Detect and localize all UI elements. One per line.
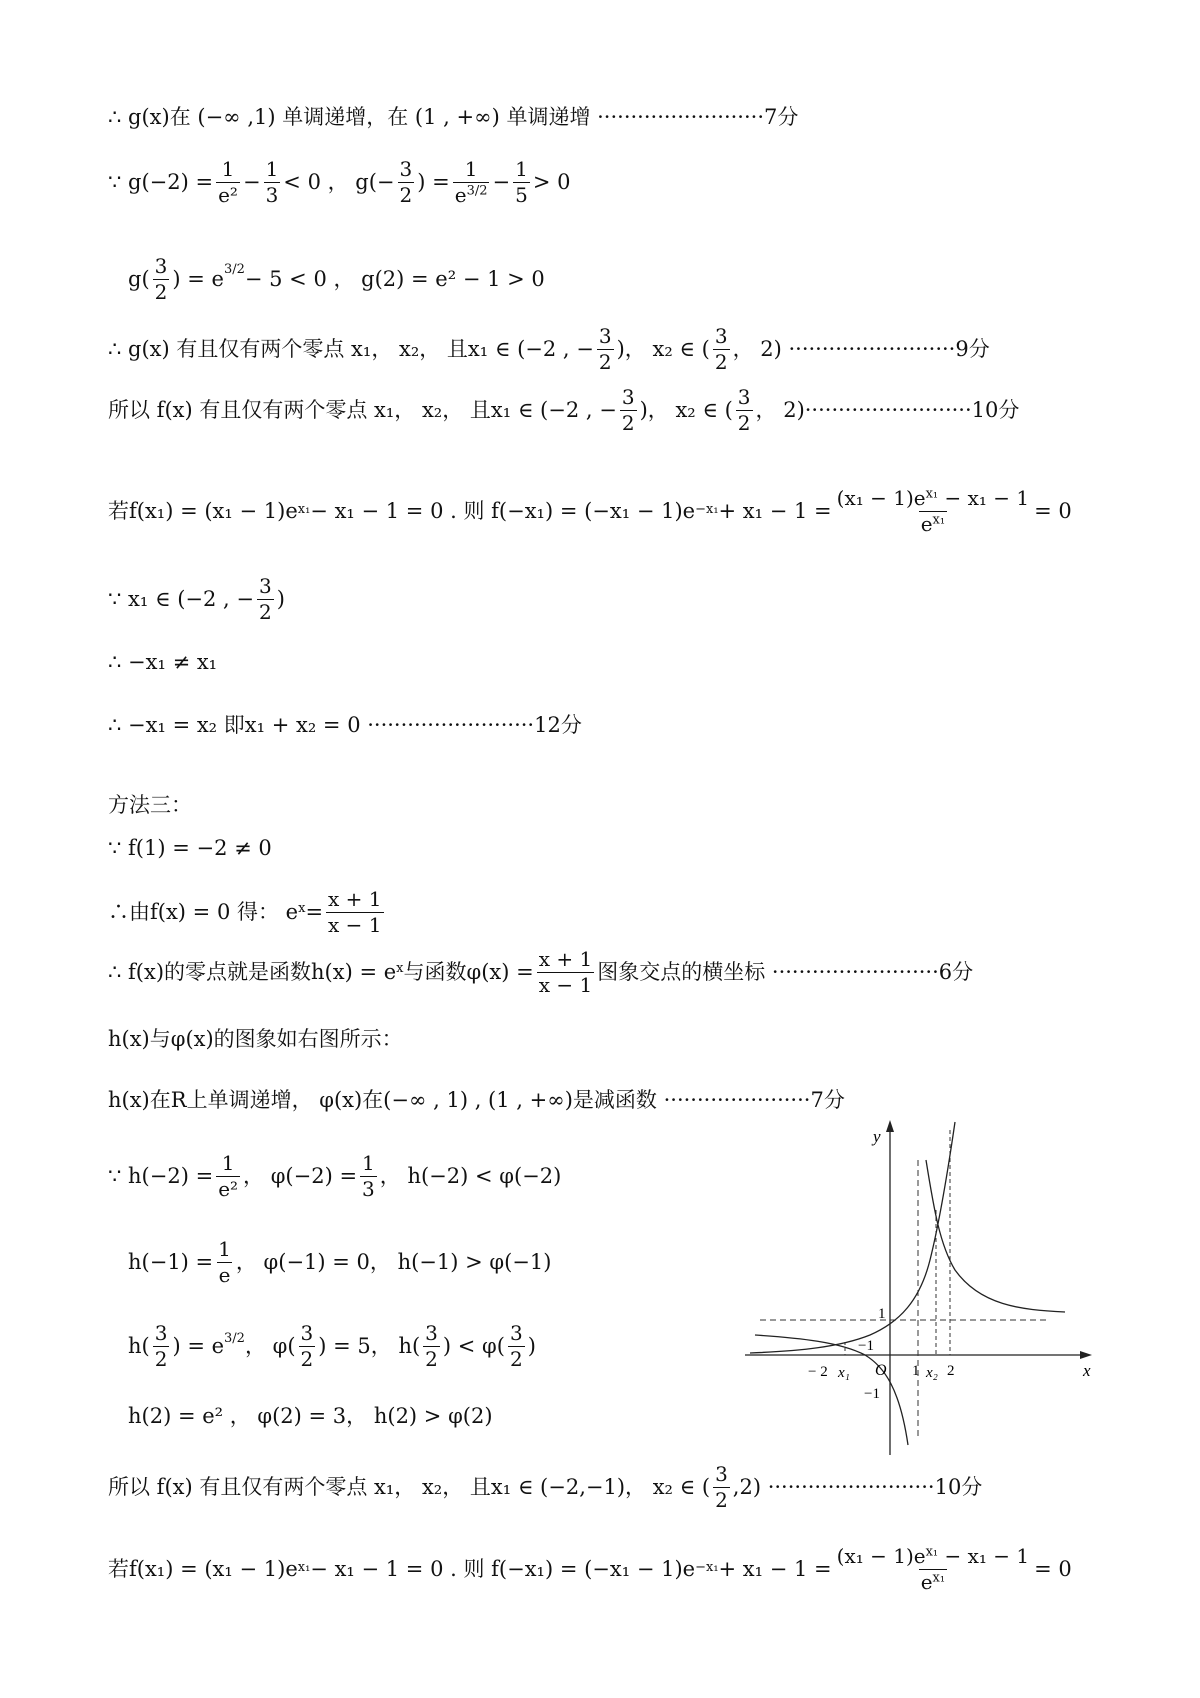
line-20: 所以 f(x) 有且仅有两个零点 x₁， x₂， 且x₁ ∈ (−2,−1)， x₂ ∈ ( 3 2 ,2) ·························10分 (108, 1462, 983, 1512)
line-2: ∵ g(−2) = $\frac{1}{\text{e²}}$ − $\frac{1}{3}$ < 0 ， g(− $\frac{3}{2}$ ) = $\frac{1}{e^{3/2}}$ − $\frac{1}{5}$ > 0 (108, 157, 571, 207)
fraction: 3 2 (300, 1321, 314, 1371)
fraction: 3 2 (715, 1462, 728, 1512)
fraction: 3 2 (737, 385, 751, 435)
fraction: 3 2 (714, 324, 728, 374)
fraction: $\frac{(x_1 - 1)e^{x_1} - x_1 - 1}{e^{x_1}}$ (836, 486, 1030, 536)
exp-curve (750, 1122, 955, 1353)
fraction: $\frac{3}{2}$ (258, 574, 272, 624)
line-14: h(x)与φ(x)的图象如右图所示： (108, 1027, 403, 1051)
fraction: $\frac{1}{3}$ (362, 1151, 375, 1201)
fraction: $\frac{1}{\text{e²}}$ (218, 157, 238, 207)
line-16: ∵ h(−2) = $\frac{1}{\text{e²}}$ ， φ(−2) = $\frac{1}{3}$ ， h(−2) < φ(−2) (108, 1151, 562, 1201)
line-17: h(−1) = $\frac{1}{e}$ ， φ(−1) = 0， h(−1) > φ(−1) (128, 1237, 552, 1287)
y-axis-label: y (873, 1127, 881, 1146)
fraction: 3 2 (154, 1321, 168, 1371)
line-6: 若f(x₁) = (x₁ − 1)e x₁ − x₁ − 1 = 0 . 则 f(−x₁) = (−x₁ − 1)e −x₁ + x₁ − 1 = $\frac{(x_1 - 1)e^{x_1} - x_1 - 1}{e^{x_1}}$ = 0 (108, 486, 1072, 536)
line-3: g( 3 2 ) = e $^{3/2}$ − 5 < 0 ， g(2) = e² − 1 > 0 (128, 254, 545, 304)
line-21: 若f(x₁) = (x₁ − 1)e x₁ − x₁ − 1 = 0 . 则 f(−x₁) = (−x₁ − 1)e −x₁ + x₁ − 1 = $\frac{(x_1 - 1)e^{x_1} - x_1 - 1}{e^{x_1}}$ = 0 (108, 1544, 1072, 1594)
fraction: $\frac{1}{e^{3/2}}$ (454, 157, 488, 207)
line-15: h(x)在R上单调递增， φ(x)在(−∞ , 1) , (1 , +∞)是减函数 ······················7分 (108, 1088, 845, 1112)
tick-neg-two: − 2 (808, 1364, 828, 1380)
line-12: ∴由f(x) = 0 得： e x = $\frac{x + 1}{x - 1}$ (108, 887, 382, 937)
line-18: h( 3 2 ) = e $^{3/2}$ ， φ( 3 2 ) = 5， h( 3 2 ) < φ( 3 2 ) (128, 1321, 536, 1371)
line-8: ∴ −x₁ ≠ x₁ (108, 650, 218, 674)
fraction: $\frac{(x_1 - 1)e^{x_1} - x_1 - 1}{e^{x_1}}$ (836, 1544, 1030, 1594)
x-axis-label: x (1083, 1361, 1091, 1380)
fraction: 3 2 (509, 1321, 523, 1371)
fraction: $\frac{1}{3}$ (265, 157, 279, 207)
line-7: ∵ x₁ ∈ (−2 , − $\frac{3}{2}$ ) (108, 574, 285, 624)
fraction: $\frac{3}{2}$ (399, 157, 413, 207)
tick-neg-one-y: −1 (864, 1386, 880, 1402)
line-19: h(2) = e² ， φ(2) = 3， h(2) > φ(2) (128, 1404, 493, 1428)
line-1: ∴ g(x)在 (−∞ ,1) 单调递增，在 (1 , +∞) 单调递增 ·························7分 (108, 105, 799, 129)
fraction: $\frac{x + 1}{x - 1}$ (538, 947, 593, 997)
line-10: 方法三： (108, 793, 192, 817)
tick-one-x: 1 (912, 1363, 920, 1379)
tick-one-y: 1 (878, 1306, 886, 1322)
line-9: ∴ −x₁ = x₂ 即x₁ + x₂ = 0 ·························12分 (108, 713, 582, 737)
line-4: ∴ g(x) 有且仅有两个零点 x₁， x₂， 且x₁ ∈ (−2 , − $\frac{3}{2}$ )， x₂ ∈ ( 3 2 ， 2) ·························9分 (108, 324, 990, 374)
line-11: ∵ f(1) = −2 ≠ 0 (108, 836, 272, 860)
line-13: ∴ f(x)的零点就是函数h(x) = e x 与函数φ(x) = $\frac{x + 1}{x - 1}$ 图象交点的横坐标 ·························6分 (108, 947, 974, 997)
fraction: $\frac{1}{e}$ (218, 1237, 231, 1287)
fraction: 3 2 (154, 254, 168, 304)
fraction: $\frac{1}{\text{e²}}$ (218, 1151, 239, 1201)
rational-curve-right (926, 1160, 1065, 1312)
tick-two: 2 (947, 1363, 955, 1379)
y-axis-arrow (886, 1120, 894, 1132)
fraction: $\frac{x + 1}{x - 1}$ (328, 887, 382, 937)
tick-x1: x₁ (838, 1365, 850, 1381)
tick-neg-one-x: −1 (858, 1338, 874, 1354)
fraction: $\frac{1}{5}$ (515, 157, 528, 207)
x-axis-arrow (1080, 1351, 1092, 1359)
fraction: 3 2 (425, 1321, 438, 1371)
function-graph (740, 1110, 1100, 1460)
line-5: 所以 f(x) 有且仅有两个零点 x₁， x₂， 且x₁ ∈ (−2 , − $\frac{3}{2}$ )， x₂ ∈ ( 3 2 ， 2)·························10分 (108, 385, 1020, 435)
origin-label: O (875, 1362, 887, 1379)
fraction: $\frac{3}{2}$ (598, 324, 612, 374)
tick-x2: x₂ (926, 1365, 938, 1381)
fraction: $\frac{3}{2}$ (621, 385, 635, 435)
